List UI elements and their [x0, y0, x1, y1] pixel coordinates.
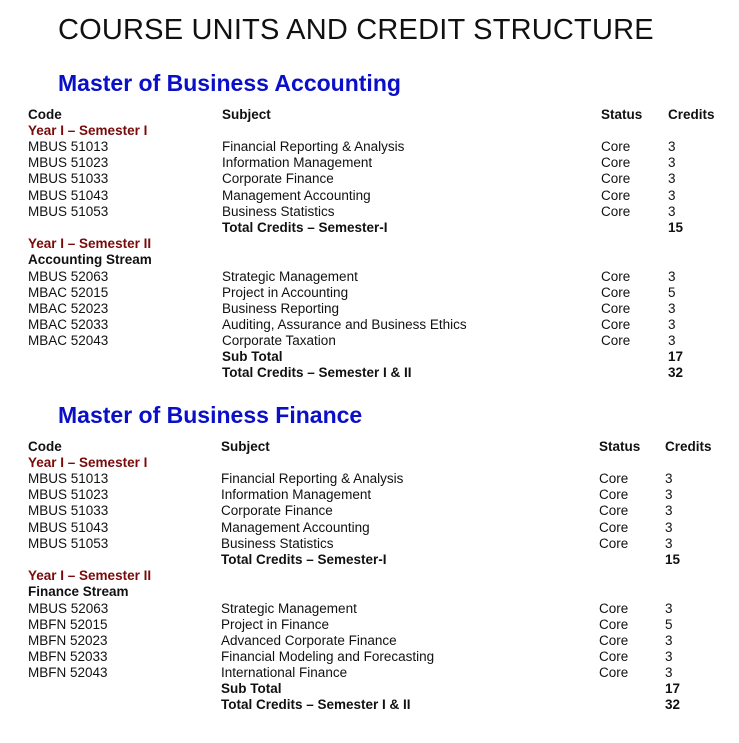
course-subject: Strategic Management — [222, 268, 358, 284]
course-subject: Business Statistics — [221, 535, 334, 551]
table-row — [0, 633, 739, 649]
table-row — [0, 503, 739, 519]
course-code: MBFN 52043 — [28, 664, 108, 680]
course-status: Core — [601, 187, 631, 203]
course-credits: 3 — [665, 471, 673, 487]
header-subject: Subject — [221, 439, 270, 454]
course-status: Core — [599, 664, 629, 680]
table-row — [0, 204, 739, 220]
course-credits: 3 — [668, 268, 676, 284]
course-status: Core — [599, 487, 629, 503]
course-credits: 3 — [665, 632, 673, 648]
course-subject: International Finance — [221, 664, 348, 680]
course-code: MBUS 51023 — [28, 487, 109, 503]
course-code: MBUS 52063 — [28, 600, 109, 616]
course-subject: Financial Reporting & Analysis — [221, 471, 404, 487]
course-code: MBUS 51053 — [28, 535, 109, 551]
course-status: Core — [601, 171, 631, 187]
course-code: MBAC 52043 — [28, 332, 109, 348]
course-subject: Auditing, Assurance and Business Ethics — [222, 316, 467, 332]
grand-total-row — [0, 697, 739, 713]
table-row — [0, 155, 739, 171]
grand-total-value: 32 — [668, 365, 684, 381]
table-header — [0, 439, 739, 455]
stream-label: Finance Stream — [28, 584, 129, 600]
course-credits: 3 — [665, 487, 673, 503]
header-credits: Credits — [665, 439, 712, 454]
semester-total-row — [0, 552, 739, 568]
program-title: Master of Business Finance — [58, 402, 363, 428]
stream-heading — [0, 584, 739, 600]
semester-label: Year I – Semester I — [28, 123, 148, 139]
table-row — [0, 520, 739, 536]
table-row — [0, 536, 739, 552]
table-row — [0, 333, 739, 349]
subtotal-row — [0, 681, 739, 697]
grand-total-label: Total Credits – Semester I & II — [221, 697, 411, 713]
subtotal-value: 17 — [665, 681, 681, 696]
course-credits: 3 — [665, 600, 673, 616]
course-subject: Project in Accounting — [222, 284, 349, 300]
table-row — [0, 285, 739, 301]
course-subject: Corporate Taxation — [222, 332, 336, 348]
table-row — [0, 665, 739, 681]
course-credits: 3 — [668, 171, 676, 187]
course-status: Core — [601, 316, 631, 332]
course-subject: Business Statistics — [222, 203, 335, 219]
table-header — [0, 107, 739, 123]
course-code: MBAC 52015 — [28, 284, 109, 300]
semester-label: Year I – Semester II — [28, 568, 152, 584]
course-status: Core — [601, 284, 631, 300]
grand-total-label: Total Credits – Semester I & II — [222, 365, 412, 381]
course-credits: 3 — [668, 139, 676, 155]
course-subject: Information Management — [221, 487, 372, 503]
table-row — [0, 487, 739, 503]
course-credits: 3 — [665, 648, 673, 664]
course-code: MBUS 51033 — [28, 503, 109, 519]
course-credits: 5 — [668, 284, 676, 300]
header-subject: Subject — [222, 107, 271, 122]
table-row — [0, 171, 739, 187]
course-status: Core — [599, 648, 629, 664]
course-credits: 3 — [665, 535, 673, 551]
course-credits: 3 — [668, 155, 676, 171]
course-status: Core — [601, 203, 631, 219]
course-status: Core — [601, 300, 631, 316]
subtotal-value: 17 — [668, 349, 684, 364]
semester-label: Year I – Semester II — [28, 236, 152, 252]
course-subject: Strategic Management — [221, 600, 357, 616]
table-row — [0, 139, 739, 155]
course-status: Core — [601, 155, 631, 171]
course-subject: Business Reporting — [222, 300, 340, 316]
course-code: MBUS 51043 — [28, 519, 109, 535]
semester-total-label: Total Credits – Semester-I — [221, 551, 387, 567]
course-credits: 3 — [668, 300, 676, 316]
course-subject: Advanced Corporate Finance — [221, 632, 397, 648]
course-code: MBAC 52023 — [28, 300, 109, 316]
stream-heading — [0, 252, 739, 268]
semester-total-value: 15 — [665, 551, 681, 567]
table-row — [0, 617, 739, 633]
course-status: Core — [601, 139, 631, 155]
course-subject: Information Management — [222, 155, 373, 171]
course-status: Core — [601, 332, 631, 348]
page-title: COURSE UNITS AND CREDIT STRUCTURE — [58, 14, 654, 46]
course-code: MBFN 52015 — [28, 616, 108, 632]
course-code: MBUS 51043 — [28, 187, 109, 203]
header-code: Code — [28, 107, 62, 122]
semester-heading — [0, 123, 739, 139]
subtotal-row — [0, 349, 739, 365]
stream-label: Accounting Stream — [28, 252, 152, 268]
course-code: MBUS 51023 — [28, 155, 109, 171]
table-row — [0, 649, 739, 665]
course-status: Core — [599, 471, 629, 487]
course-credits: 3 — [668, 332, 676, 348]
course-status: Core — [599, 616, 629, 632]
course-subject: Corporate Finance — [221, 503, 333, 519]
course-code: MBUS 51033 — [28, 171, 109, 187]
course-credits: 3 — [665, 503, 673, 519]
table-row — [0, 301, 739, 317]
course-credits: 3 — [665, 519, 673, 535]
semester-label: Year I – Semester I — [28, 455, 148, 471]
course-code: MBAC 52033 — [28, 316, 109, 332]
course-status: Core — [601, 268, 631, 284]
course-code: MBFN 52033 — [28, 648, 108, 664]
semester-total-row — [0, 220, 739, 236]
semester-heading — [0, 455, 739, 471]
semester-total-value: 15 — [668, 219, 684, 235]
grand-total-value: 32 — [665, 697, 681, 713]
header-code: Code — [28, 439, 62, 454]
course-code: MBUS 51053 — [28, 203, 109, 219]
course-status: Core — [599, 519, 629, 535]
course-credits: 3 — [668, 187, 676, 203]
course-credits: 3 — [668, 203, 676, 219]
course-status: Core — [599, 632, 629, 648]
header-status: Status — [599, 439, 641, 454]
course-subject: Management Accounting — [221, 519, 370, 535]
table-row — [0, 317, 739, 333]
table-row — [0, 471, 739, 487]
course-credits: 3 — [668, 316, 676, 332]
course-code: MBUS 51013 — [28, 139, 109, 155]
table-row — [0, 188, 739, 204]
table-row — [0, 601, 739, 617]
course-subject: Financial Reporting & Analysis — [222, 139, 405, 155]
course-credits: 3 — [665, 664, 673, 680]
subtotal-label: Sub Total — [221, 681, 282, 696]
course-status: Core — [599, 503, 629, 519]
table-row — [0, 269, 739, 285]
course-subject: Corporate Finance — [222, 171, 334, 187]
course-subject: Management Accounting — [222, 187, 371, 203]
semester-heading — [0, 236, 739, 252]
course-credits: 5 — [665, 616, 673, 632]
course-status: Core — [599, 600, 629, 616]
course-code: MBUS 51013 — [28, 471, 109, 487]
course-subject: Financial Modeling and Forecasting — [221, 648, 435, 664]
grand-total-row — [0, 365, 739, 381]
course-code: MBFN 52023 — [28, 632, 108, 648]
semester-total-label: Total Credits – Semester-I — [222, 219, 388, 235]
subtotal-label: Sub Total — [222, 349, 283, 364]
course-subject: Project in Finance — [221, 616, 330, 632]
course-code: MBUS 52063 — [28, 268, 109, 284]
semester-heading — [0, 568, 739, 584]
course-status: Core — [599, 535, 629, 551]
header-status: Status — [601, 107, 643, 122]
program-title: Master of Business Accounting — [58, 70, 401, 96]
header-credits: Credits — [668, 107, 715, 122]
